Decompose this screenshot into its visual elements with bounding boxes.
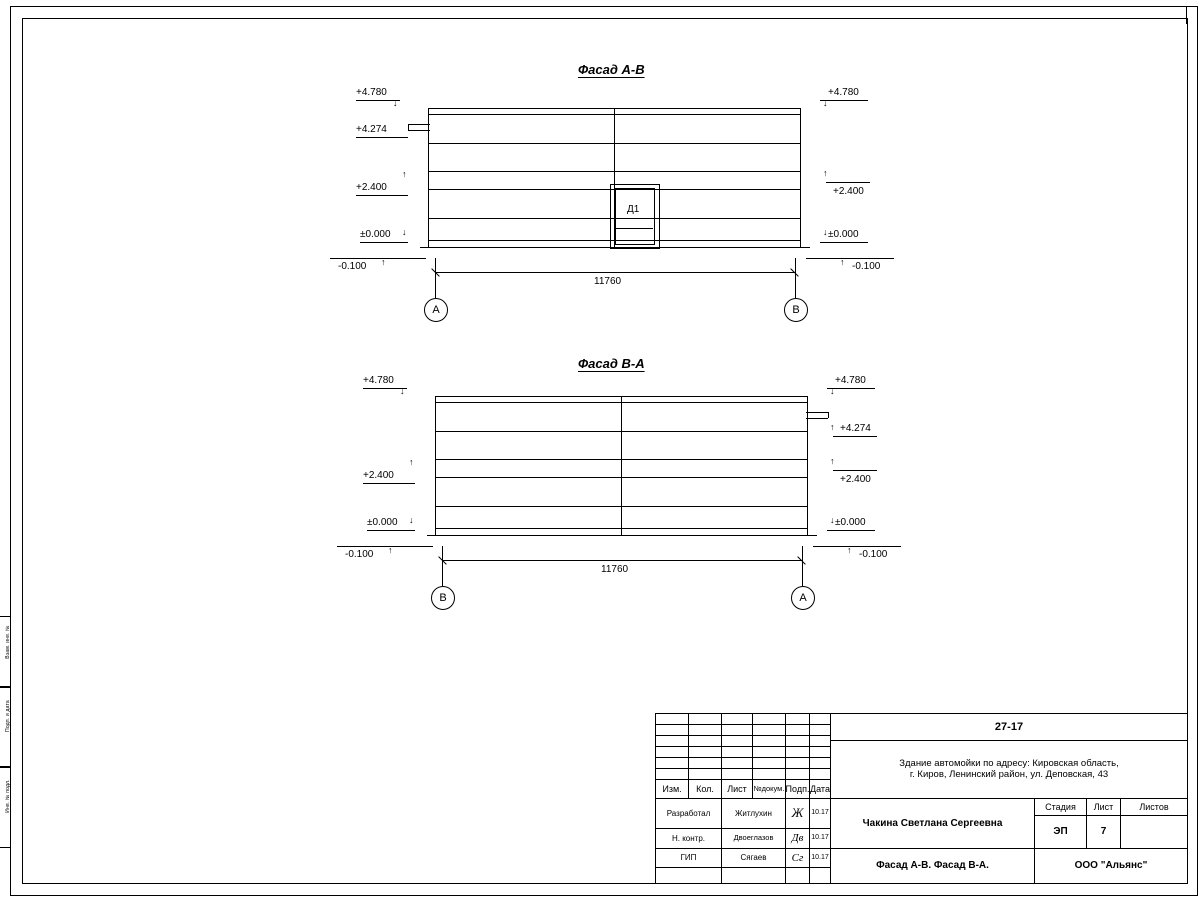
facade-bottom-ground-left	[337, 546, 433, 547]
facade-bottom-right-wall	[807, 396, 808, 535]
facade-bottom-level-right-4: ±0.000	[835, 517, 866, 528]
rev-grid-cell	[753, 736, 786, 747]
sheets-header: Листов	[1121, 799, 1187, 816]
margin-strip-inv-label: Инв. № подл.	[5, 779, 11, 813]
rev-grid-cell	[753, 769, 786, 780]
rev-grid-cell	[722, 725, 753, 736]
facade-top-ext-line-right	[795, 258, 796, 298]
facade-bottom-level-right-5-arrow: ↑	[847, 545, 852, 555]
rev-grid-cell	[689, 747, 722, 758]
rev-grid-cell	[786, 747, 810, 758]
rev-grid-cell	[753, 747, 786, 758]
facade-top-ground-left	[330, 258, 426, 259]
facade-top-level-left-5-arrow: ↑	[381, 257, 386, 267]
rev-grid-cell	[656, 758, 689, 769]
facade-top-level-right-3-line	[820, 242, 868, 243]
role-razrabotal: Разработал	[656, 799, 722, 829]
facade-top-dimension-value: 11760	[594, 276, 622, 287]
col-header-izm: Изм.	[656, 780, 689, 799]
facade-top-level-right-3-arrow: ↓	[823, 227, 828, 237]
stage-header: Стадия	[1035, 799, 1087, 816]
facade-top-ground-right	[806, 258, 894, 259]
sheet-value: 7	[1087, 816, 1121, 849]
rev-grid-cell	[722, 758, 753, 769]
signature-nkontr: Дв	[786, 829, 810, 849]
facade-top-left-wall	[428, 108, 429, 247]
facade-bottom-level-left-4-arrow: ↑	[388, 545, 393, 555]
facade-top-level-left-1: +4.780	[356, 87, 387, 98]
date-nkontr: 10.17	[810, 829, 831, 849]
col-header-podp: Подп.	[786, 780, 810, 799]
rev-grid-cell	[656, 769, 689, 780]
blank-row-left	[656, 868, 722, 883]
facade-top-door-panel-line	[615, 228, 653, 229]
sheet-header: Лист	[1087, 799, 1121, 816]
rev-grid-cell	[722, 736, 753, 747]
rev-grid-cell	[753, 714, 786, 725]
facade-top-level-right-4-arrow: ↑	[840, 257, 845, 267]
col-header-ndoc: №докум.	[753, 780, 786, 799]
facade-top-roof-outlet-end	[408, 124, 409, 130]
rev-grid-cell	[656, 714, 689, 725]
facade-bottom-level-right-1: +4.780	[835, 375, 866, 386]
facade-bottom-level-right-2: +4.274	[840, 423, 871, 434]
facade-top-level-right-4: -0.100	[852, 261, 881, 272]
rev-grid-cell	[810, 747, 831, 758]
facade-top-level-left-5: -0.100	[338, 261, 367, 272]
title-block	[655, 713, 1188, 884]
facade-bottom-level-right-3: +2.400	[840, 474, 871, 485]
margin-strip-inv	[0, 766, 11, 848]
facade-top-level-right-2: +2.400	[833, 186, 864, 197]
facade-top-level-left-1-arrow: ↓	[393, 98, 398, 108]
facade-bottom-axis-right: А	[791, 586, 815, 610]
facade-top-level-left-2-line	[356, 137, 408, 138]
rev-grid-cell	[689, 725, 722, 736]
facade-top-level-left-4-line	[360, 242, 408, 243]
facade-bottom-level-right-2-line	[833, 436, 877, 437]
facade-top-level-right-3: ±0.000	[828, 229, 859, 240]
rev-grid-cell	[656, 747, 689, 758]
object-description-line2: г. Киров, Ленинский район, ул. Деповская, 43	[909, 768, 1109, 780]
facade-bottom-roof-outlet-bottom	[806, 418, 828, 419]
blank-row-date	[810, 868, 831, 883]
facade-bottom-level-left-3-line	[367, 530, 415, 531]
facade-bottom-level-right-3-line	[833, 470, 877, 471]
rev-grid-cell	[722, 769, 753, 780]
rev-grid-cell	[656, 736, 689, 747]
facade-top-door-label: Д1	[627, 204, 640, 215]
col-header-list: Лист	[722, 780, 753, 799]
facade-top-level-left-3: +2.400	[356, 182, 387, 193]
facade-top-level-left-4: ±0.000	[360, 229, 391, 240]
rev-grid-cell	[689, 736, 722, 747]
facade-top-level-left-3-line	[356, 195, 408, 196]
facade-bottom-ext-line-left	[442, 546, 443, 586]
facade-top-dimension-line	[435, 272, 795, 273]
rev-grid-cell	[786, 736, 810, 747]
facade-bottom-level-left-3-arrow: ↓	[409, 515, 414, 525]
signature-gip: Сг	[786, 849, 810, 868]
object-description-line1: Здание автомойки по адресу: Кировская область,	[899, 757, 1119, 769]
facade-bottom-ext-line-right	[802, 546, 803, 586]
rev-grid-cell	[810, 758, 831, 769]
facade-bottom-level-left-2-line	[363, 483, 415, 484]
rev-grid-cell	[810, 725, 831, 736]
facade-bottom-level-right-4-arrow: ↓	[830, 515, 835, 525]
drawing-name: Фасад А-В. Фасад В-А.	[831, 849, 1035, 883]
facade-bottom-axis-left: В	[431, 586, 455, 610]
rev-grid-cell	[656, 725, 689, 736]
facade-bottom-vertical-joint	[621, 396, 622, 535]
sheets-value	[1121, 816, 1187, 849]
facade-top-axis-right: В	[784, 298, 808, 322]
facade-top-level-right-2-line	[826, 182, 870, 183]
project-code: 27-17	[831, 714, 1187, 741]
facade-top-right-wall	[800, 108, 801, 247]
blank-row-name	[722, 868, 786, 883]
margin-strip-vzam-label: Взам. инв. №	[5, 625, 11, 659]
facade-top-level-right-1: +4.780	[828, 87, 859, 98]
rev-grid-cell	[786, 769, 810, 780]
facade-bottom-dimension-line	[442, 560, 802, 561]
rev-grid-cell	[810, 769, 831, 780]
role-nkontr: Н. контр.	[656, 829, 722, 849]
facade-bottom-level-right-3-arrow: ↑	[830, 456, 835, 466]
facade-bottom-level-left-2: +2.400	[363, 470, 394, 481]
facade-bottom-level-right-4-line	[827, 530, 875, 531]
facade-bottom-level-right-5: -0.100	[859, 549, 888, 560]
facade-top-level-left-3-arrow: ↑	[402, 169, 407, 179]
facade-bottom-level-left-2-arrow: ↑	[409, 457, 414, 467]
facade-bottom-level-right-2-arrow: ↑	[830, 422, 835, 432]
rev-grid-cell	[689, 758, 722, 769]
facade-top-level-left-2: +4.274	[356, 124, 387, 135]
facade-bottom-level-left-1-arrow: ↓	[400, 386, 405, 396]
facade-bottom-ground-right	[813, 546, 901, 547]
col-header-data: Дата	[810, 780, 831, 799]
col-header-kol: Кол.	[689, 780, 722, 799]
blank-row-sign	[786, 868, 810, 883]
facade-bottom-roof-outlet-end	[828, 412, 829, 418]
facade-top-door-leaf	[615, 188, 655, 245]
margin-strip-vzam	[0, 616, 11, 688]
role-gip: ГИП	[656, 849, 722, 868]
facade-top-level-right-1-arrow: ↓	[823, 98, 828, 108]
object-description	[831, 741, 1187, 799]
facade-bottom-left-wall	[435, 396, 436, 535]
rev-grid-cell	[786, 725, 810, 736]
rev-grid-cell	[753, 758, 786, 769]
stage-value: ЭП	[1035, 816, 1087, 849]
facade-top-level-left-4-arrow: ↓	[402, 227, 407, 237]
rev-grid-cell	[810, 714, 831, 725]
facade-top-axis-left: А	[424, 298, 448, 322]
sheet-corner-line	[1186, 6, 1187, 24]
rev-grid-cell	[689, 714, 722, 725]
date-gip: 10.17	[810, 849, 831, 868]
rev-grid-cell	[722, 714, 753, 725]
signature-razrabotal: Ж	[786, 799, 810, 829]
facade-bottom-title: Фасад В-А	[578, 356, 645, 371]
facade-top-title: Фасад А-В	[578, 62, 645, 77]
rev-grid-cell	[722, 747, 753, 758]
rev-grid-cell	[786, 714, 810, 725]
rev-grid-cell	[810, 736, 831, 747]
facade-bottom-level-right-1-arrow: ↓	[830, 386, 835, 396]
rev-grid-cell	[786, 758, 810, 769]
facade-bottom-level-left-1: +4.780	[363, 375, 394, 386]
facade-bottom-level-left-4: -0.100	[345, 549, 374, 560]
rev-grid-cell	[689, 769, 722, 780]
facade-bottom-base-line	[427, 535, 817, 536]
facade-top-roof-outlet-top	[408, 124, 430, 125]
margin-strip-podp-label: Подп. и дата	[5, 700, 11, 732]
facade-bottom-roof-outlet-top	[806, 412, 828, 413]
name-razrabotal: Житлухин	[722, 799, 786, 829]
date-razrabotal: 10.17	[810, 799, 831, 829]
company-name: ООО "Альянс"	[1074, 860, 1148, 872]
facade-top-level-right-2-arrow: ↑	[823, 168, 828, 178]
rev-grid-cell	[753, 725, 786, 736]
facade-top-roof-outlet-bottom	[408, 130, 430, 131]
name-gip: Сягаев	[722, 849, 786, 868]
facade-top-ext-line-left	[435, 258, 436, 298]
facade-bottom-dimension-value: 11760	[601, 564, 629, 575]
customer-name: Чакина Светлана Сергеевна	[831, 799, 1035, 849]
margin-strip-podp	[0, 686, 11, 768]
facade-bottom-level-left-3: ±0.000	[367, 517, 398, 528]
name-nkontr: Двоеглазов	[722, 829, 786, 849]
